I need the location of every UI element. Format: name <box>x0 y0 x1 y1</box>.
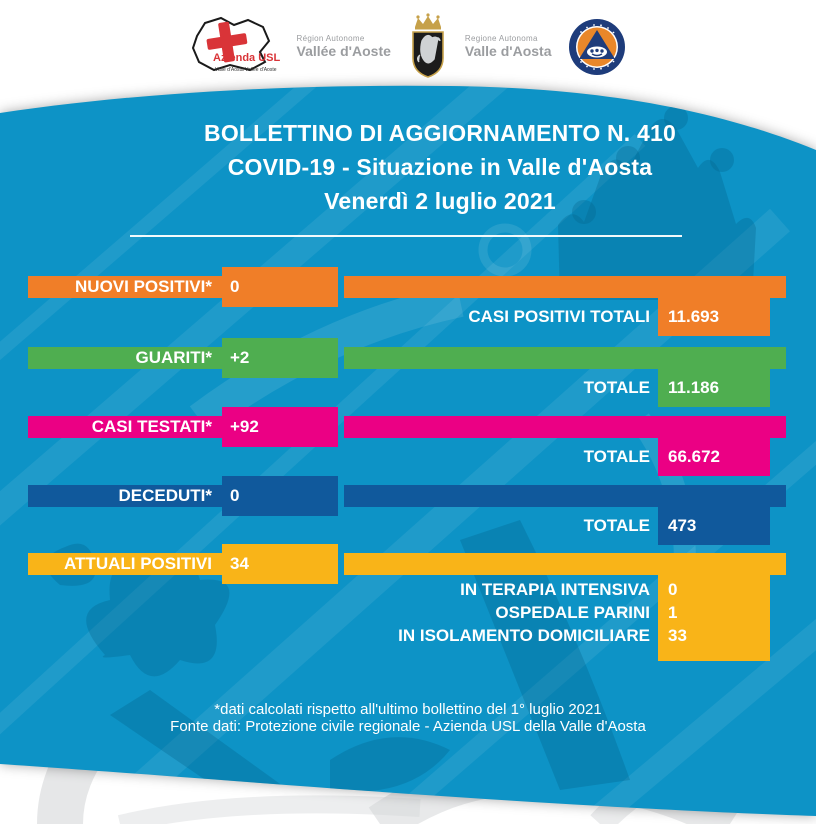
total-label: TOTALE <box>583 447 650 466</box>
total-label: TOTALE <box>583 378 650 397</box>
bar-segment <box>344 276 786 298</box>
breakdown-row <box>0 601 816 624</box>
region-it-line2: Valle d'Aosta <box>464 42 552 59</box>
protezione-civile-badge-icon <box>567 17 627 77</box>
bulletin-title <box>64 116 816 218</box>
stat-label: NUOVI POSITIVI* <box>75 277 212 296</box>
title-line-1: BOLLETTINO DI AGGIORNAMENTO N. 410 <box>204 120 676 146</box>
crown-icon <box>415 13 441 29</box>
stat-value: +2 <box>230 348 250 367</box>
title-line-2: COVID-19 - Situazione in Valle d'Aosta <box>227 154 653 180</box>
footer-notes <box>0 701 816 735</box>
azienda-usl-title: Azienda USL <box>212 52 280 64</box>
stat-value: 0 <box>230 486 240 505</box>
footer-note-line: *dati calcolati rispetto all'ultimo bollettino del 1° luglio 2021 <box>214 701 602 718</box>
stat-value: +92 <box>230 417 259 436</box>
azienda-usl-subtitle: Valle d'Aosta Vallée d'Aoste <box>214 67 276 73</box>
region-fr-line2: Vallée d'Aoste <box>296 42 391 59</box>
total-value: 66.672 <box>668 447 720 466</box>
breakdown-row <box>0 578 816 601</box>
stat-value: 0 <box>230 277 240 296</box>
region-fr-line1: Région Autonome <box>296 34 365 44</box>
total-label: CASI POSITIVI TOTALI <box>468 307 650 326</box>
breakdown-label: IN ISOLAMENTO DOMICILIARE <box>398 626 650 645</box>
breakdown-row <box>0 624 816 647</box>
stat-label: GUARITI* <box>135 348 212 367</box>
region-it-line1: Regione Autonoma <box>464 34 538 44</box>
breakdown-value: 1 <box>668 603 678 622</box>
regione-autonoma-it-label <box>465 35 552 58</box>
stat-label: CASI TESTATI* <box>91 417 212 436</box>
breakdown-value: 33 <box>668 626 687 645</box>
bar-segment <box>344 485 786 507</box>
stat-label: DECEDUTI* <box>118 486 212 505</box>
breakdown-value: 0 <box>668 580 678 599</box>
bar-segment <box>344 553 786 575</box>
total-label: TOTALE <box>583 516 650 535</box>
title-divider <box>130 235 682 237</box>
bar-segment <box>344 347 786 369</box>
region-autonome-fr-label <box>297 35 391 58</box>
valle-daosta-coat-of-arms-icon <box>407 11 449 83</box>
breakdown-label: IN TERAPIA INTENSIVA <box>460 580 650 599</box>
total-value: 11.186 <box>668 378 720 397</box>
stat-value: 34 <box>230 554 249 573</box>
stat-label: ATTUALI POSITIVI <box>64 554 212 573</box>
bar-segment <box>344 416 786 438</box>
breakdown-label: OSPEDALE PARINI <box>495 603 650 622</box>
title-line-3: Venerdì 2 luglio 2021 <box>324 188 556 214</box>
total-value: 11.693 <box>668 307 720 326</box>
azienda-usl-logo-icon <box>189 14 281 80</box>
footer-source-line: Fonte dati: Protezione civile regionale - Azienda USL della Valle d'Aosta <box>170 718 646 735</box>
logo-strip <box>0 6 816 88</box>
total-value: 473 <box>668 516 697 535</box>
